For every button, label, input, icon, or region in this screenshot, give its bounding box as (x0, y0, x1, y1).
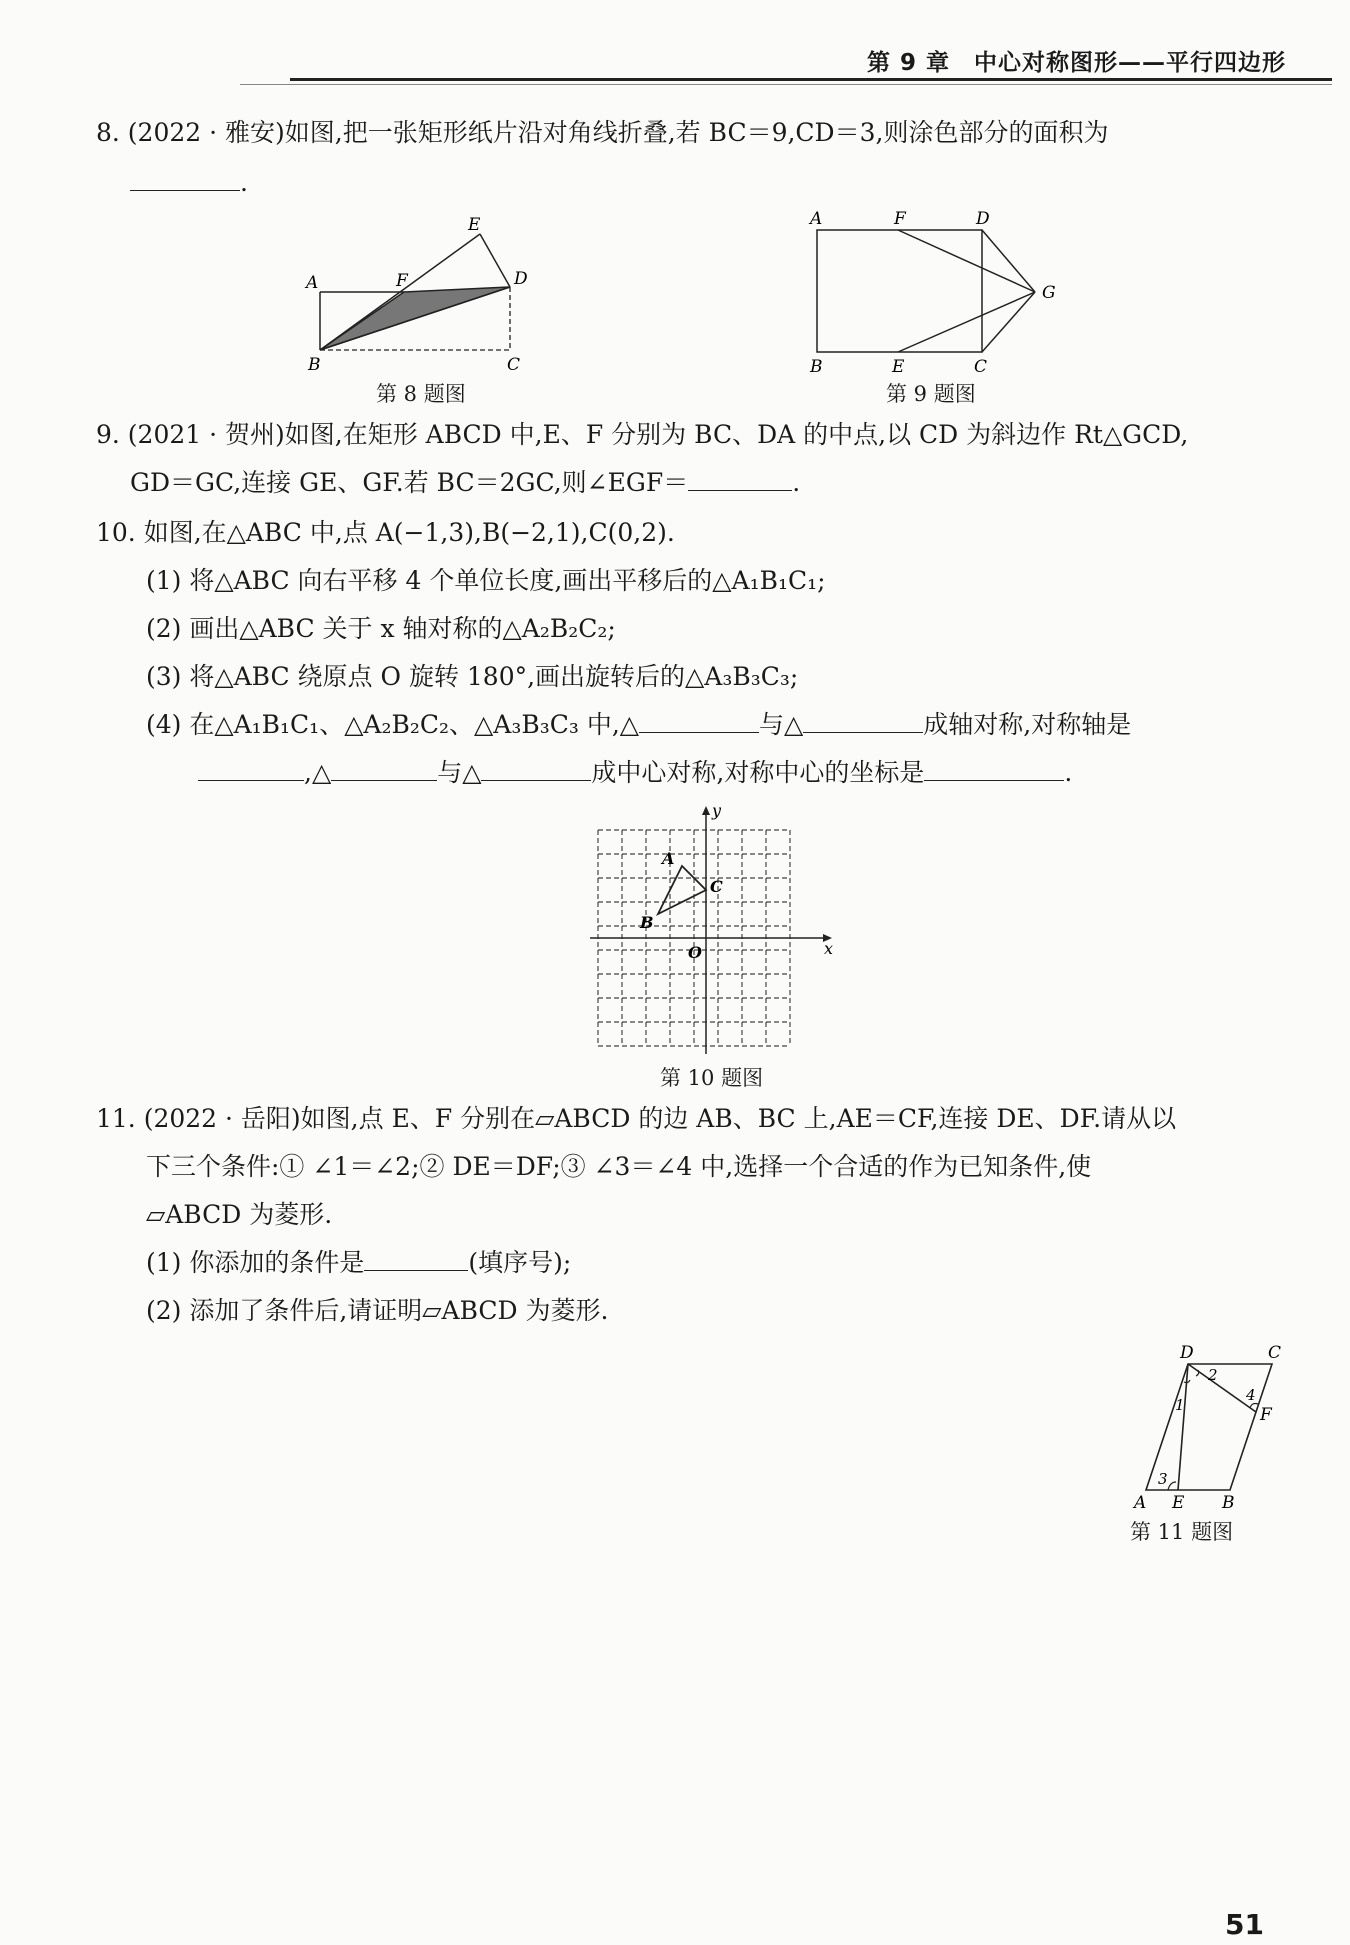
q10-part3: (3) 将△ABC 绕原点 O 旋转 180°,画出旋转后的△A₃B₃C₃; (146, 662, 799, 691)
q9-label-G: G (1042, 283, 1056, 303)
q9-line1: 9. (2021 · 贺州)如图,在矩形 ABCD 中,E、F 分别为 BC、DA 的中点,以 CD 为斜边作 Rt△GCD, (96, 420, 1189, 449)
q10-part4-f: 成中心对称,对称中心的坐标是 (591, 758, 925, 787)
q9-line2-text: GD＝GC,连接 GE、GF.若 BC＝2GC,则∠EGF＝ (130, 468, 689, 497)
q10-line1: 10. 如图,在△ABC 中,点 A(−1,3),B(−2,1),C(0,2). (96, 518, 675, 547)
q10-triangle-abc (658, 866, 706, 914)
q11-label-C: C (1268, 1343, 1282, 1363)
q10-blank-6[interactable] (924, 758, 1064, 781)
q9-answer-blank[interactable] (688, 468, 792, 491)
q10-part4-e: 与△ (437, 758, 482, 787)
q8-label-B: B (308, 355, 321, 375)
q11-line3: ▱ABCD 为菱形. (146, 1200, 333, 1229)
q8-label-A: A (306, 273, 319, 293)
q11-angle-1: 1 (1175, 1396, 1185, 1414)
q8-label-D: D (514, 269, 528, 289)
q11-angle-3: 3 (1158, 1470, 1168, 1488)
q11-part1-text: (1) 你添加的条件是 (146, 1248, 365, 1277)
q8-caption: 第 8 题图 (376, 382, 466, 406)
q11-label-B: B (1222, 1493, 1235, 1513)
q11-caption: 第 11 题图 (1130, 1520, 1234, 1544)
q9-label-E: E (892, 357, 905, 377)
q11-angle-2: 2 (1208, 1366, 1218, 1384)
q9-label-B: B (810, 357, 823, 377)
q9-label-F: F (894, 209, 906, 229)
q11-label-F: F (1260, 1405, 1272, 1425)
q10-part4-line2 (198, 758, 1072, 788)
q8-label-E: E (468, 215, 481, 235)
q11-parallelogram-figure (1080, 1340, 1300, 1520)
q8-line2 (130, 168, 248, 198)
q10-part4-g: . (1064, 758, 1073, 787)
q10-part4-d: ,△ (304, 758, 332, 787)
page-number: 51 (1225, 1908, 1264, 1941)
q11-label-E: E (1172, 1493, 1185, 1513)
q11-label-D: D (1180, 1343, 1194, 1363)
q10-label-x: x (824, 939, 834, 958)
header-rule-thin (240, 84, 1332, 85)
q9-label-D: D (976, 209, 990, 229)
q10-blank-1[interactable] (639, 710, 759, 733)
q11-line1: 11. (2022 · 岳阳)如图,点 E、F 分别在▱ABCD 的边 AB、BC 上,AE＝CF,连接 DE、DF.请从以 (96, 1104, 1177, 1133)
q10-part1: (1) 将△ABC 向右平移 4 个单位长度,画出平移后的△A₁B₁C₁; (146, 566, 826, 595)
q9-line2-end: . (792, 468, 801, 497)
q10-part2: (2) 画出△ABC 关于 x 轴对称的△A₂B₂C₂; (146, 614, 616, 643)
q8-label-F: F (396, 271, 408, 291)
q9-figure (800, 208, 1080, 378)
q10-blank-2[interactable] (803, 710, 923, 733)
q10-part4-c: 成轴对称,对称轴是 (923, 710, 1132, 739)
q10-blank-3[interactable] (198, 758, 304, 781)
q8-line2-end: . (240, 168, 248, 197)
q10-label-y: y (712, 801, 722, 820)
q9-label-A: A (810, 209, 823, 229)
q9-line2 (130, 468, 800, 498)
q11-line2: 下三个条件:① ∠1＝∠2;② DE＝DF;③ ∠3＝∠4 中,选择一个合适的作为已知条件,使 (146, 1152, 1092, 1181)
q8-figure (300, 212, 540, 382)
q10-part4-a: (4) 在△A₁B₁C₁、△A₂B₂C₂、△A₃B₃C₃ 中,△ (146, 710, 640, 739)
q10-part4-line1 (146, 710, 1131, 740)
q8-label-C: C (507, 355, 521, 375)
q11-answer-blank[interactable] (364, 1248, 468, 1271)
q10-coordinate-grid (580, 800, 850, 1060)
q10-label-C: C (710, 877, 723, 896)
q10-caption: 第 10 题图 (660, 1066, 764, 1090)
q10-label-O: O (688, 943, 702, 962)
q9-caption: 第 9 题图 (886, 382, 976, 406)
q10-blank-4[interactable] (331, 758, 437, 781)
q11-part2: (2) 添加了条件后,请证明▱ABCD 为菱形. (146, 1296, 609, 1325)
q11-part1-end: (填序号); (468, 1248, 572, 1277)
q8-answer-blank[interactable] (130, 168, 240, 191)
q10-label-B: B (640, 913, 654, 932)
q10-part4-b: 与△ (759, 710, 804, 739)
q11-label-A: A (1134, 1493, 1147, 1513)
q11-part1 (146, 1248, 571, 1278)
q8-line1: 8. (2022 · 雅安)如图,把一张矩形纸片沿对角线折叠,若 BC＝9,CD＝3,则涂色部分的面积为 (96, 118, 1109, 147)
chapter-title: 第 9 章 中心对称图形——平行四边形 (866, 50, 1286, 76)
q10-blank-5[interactable] (481, 758, 591, 781)
q10-label-A: A (662, 849, 675, 868)
q9-label-C: C (974, 357, 988, 377)
header-rule (290, 78, 1332, 81)
q11-angle-4: 4 (1246, 1386, 1256, 1404)
